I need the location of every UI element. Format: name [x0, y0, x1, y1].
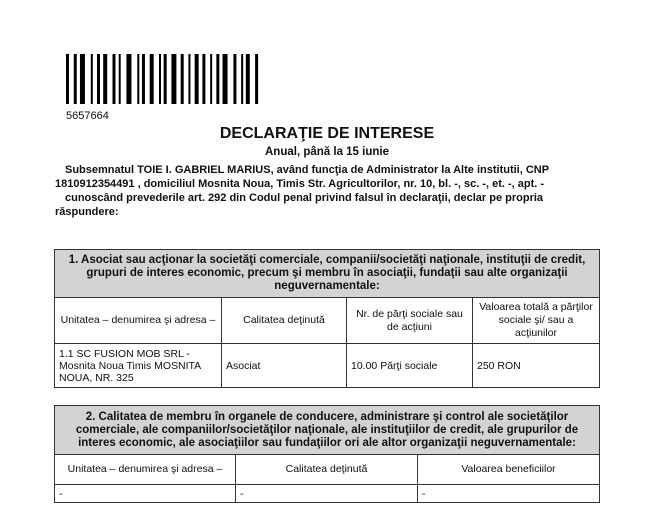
table-cell: -	[418, 485, 600, 503]
barcode-bar	[195, 54, 199, 104]
barcode-bar	[119, 54, 121, 104]
barcode-bar	[142, 54, 145, 104]
column-header: Valoarea totală a părţilor sociale şi/ sau a acţiunilor	[473, 298, 600, 344]
barcode-bar	[113, 54, 116, 104]
barcode-bar	[103, 54, 107, 104]
table-cell: 250 RON	[473, 344, 600, 388]
column-header: Valoarea beneficiilor	[418, 455, 600, 485]
table-cell: -	[55, 485, 236, 503]
barcode-bar	[210, 54, 212, 104]
barcode-bar	[241, 54, 243, 104]
barcode-bar	[233, 54, 236, 104]
table-row	[55, 485, 600, 503]
section1-table	[54, 249, 600, 388]
barcode-bar	[126, 54, 131, 104]
barcode-bar	[74, 54, 77, 104]
barcode-bar	[246, 54, 250, 104]
barcode-number: 5657664	[66, 110, 109, 122]
column-header: Unitatea – denumirea şi adresa –	[55, 298, 222, 344]
barcode-bar	[223, 54, 228, 104]
table-row	[55, 344, 600, 388]
section2-heading: 2. Calitatea de membru în organele de conducere, administrare şi control ale societăţilor comerciale, ale companiilor/societăţilor naţionale, ale instituţiilor de credit, ale grupurilor de interes economic, ale asociaţiilor sau fundaţiilor ori ale altor organizaţii neguvernamentale:	[55, 406, 600, 455]
column-header: Calitatea deţinută	[222, 298, 347, 344]
declaration-intro	[55, 163, 600, 219]
barcode-bar	[202, 54, 205, 104]
column-header: Calitatea deţinută	[236, 455, 418, 485]
section1-heading: 1. Asociat sau acţionar la societăţi comerciale, companii/societăţi naţionale, instituţii de credit, grupuri de interes economic, precum şi membru în asociaţii, fundaţii sau alte organizaţii neguvernamentale:	[55, 250, 600, 298]
barcode-bar	[97, 54, 100, 104]
intro-line: răspundere:	[55, 206, 119, 218]
section2-table	[54, 405, 600, 503]
barcode-bar	[66, 54, 69, 104]
barcode-bar	[216, 54, 219, 104]
document-subtitle: Anual, până la 15 iunie	[265, 146, 389, 158]
document-title: DECLARAŢIE DE INTERESE	[219, 125, 435, 142]
intro-line: cunoscând prevederile art. 292 din Codul penal privind falsul în declaraţii, declar pe propria	[65, 192, 544, 204]
barcode-bar	[164, 54, 167, 104]
barcode-bar	[255, 54, 258, 104]
barcode-bar	[150, 54, 154, 104]
barcode	[66, 54, 354, 104]
barcode-bar	[181, 54, 184, 104]
column-header: Nr. de părţi sociale sau de acţiuni	[347, 298, 473, 344]
table-cell: Asociat	[222, 344, 347, 388]
table-cell: 10.00 Părţi sociale	[347, 344, 473, 388]
intro-line: 1810912354491 , domiciliul Mosnita Noua, Timis Str. Agricultorilor, nr. 10, bl. -, sc. -, et. -, apt. -	[55, 178, 545, 190]
barcode-bar	[171, 54, 176, 104]
barcode-bar	[80, 54, 85, 104]
table-cell: -	[236, 485, 418, 503]
barcode-bar	[137, 54, 139, 104]
column-header: Unitatea – denumirea şi adresa –	[55, 455, 236, 485]
barcode-bar	[91, 54, 93, 104]
barcode-bar	[159, 54, 161, 104]
intro-line: Subsemnatul TOIE I. GABRIEL MARIUS, având funcţia de Administrator la Alte institutii, CNP	[65, 164, 550, 176]
table-cell: 1.1 SC FUSION MOB SRL - Mosnita Noua Timis MOSNITA NOUA, NR. 325	[55, 344, 222, 388]
barcode-bar	[188, 54, 190, 104]
